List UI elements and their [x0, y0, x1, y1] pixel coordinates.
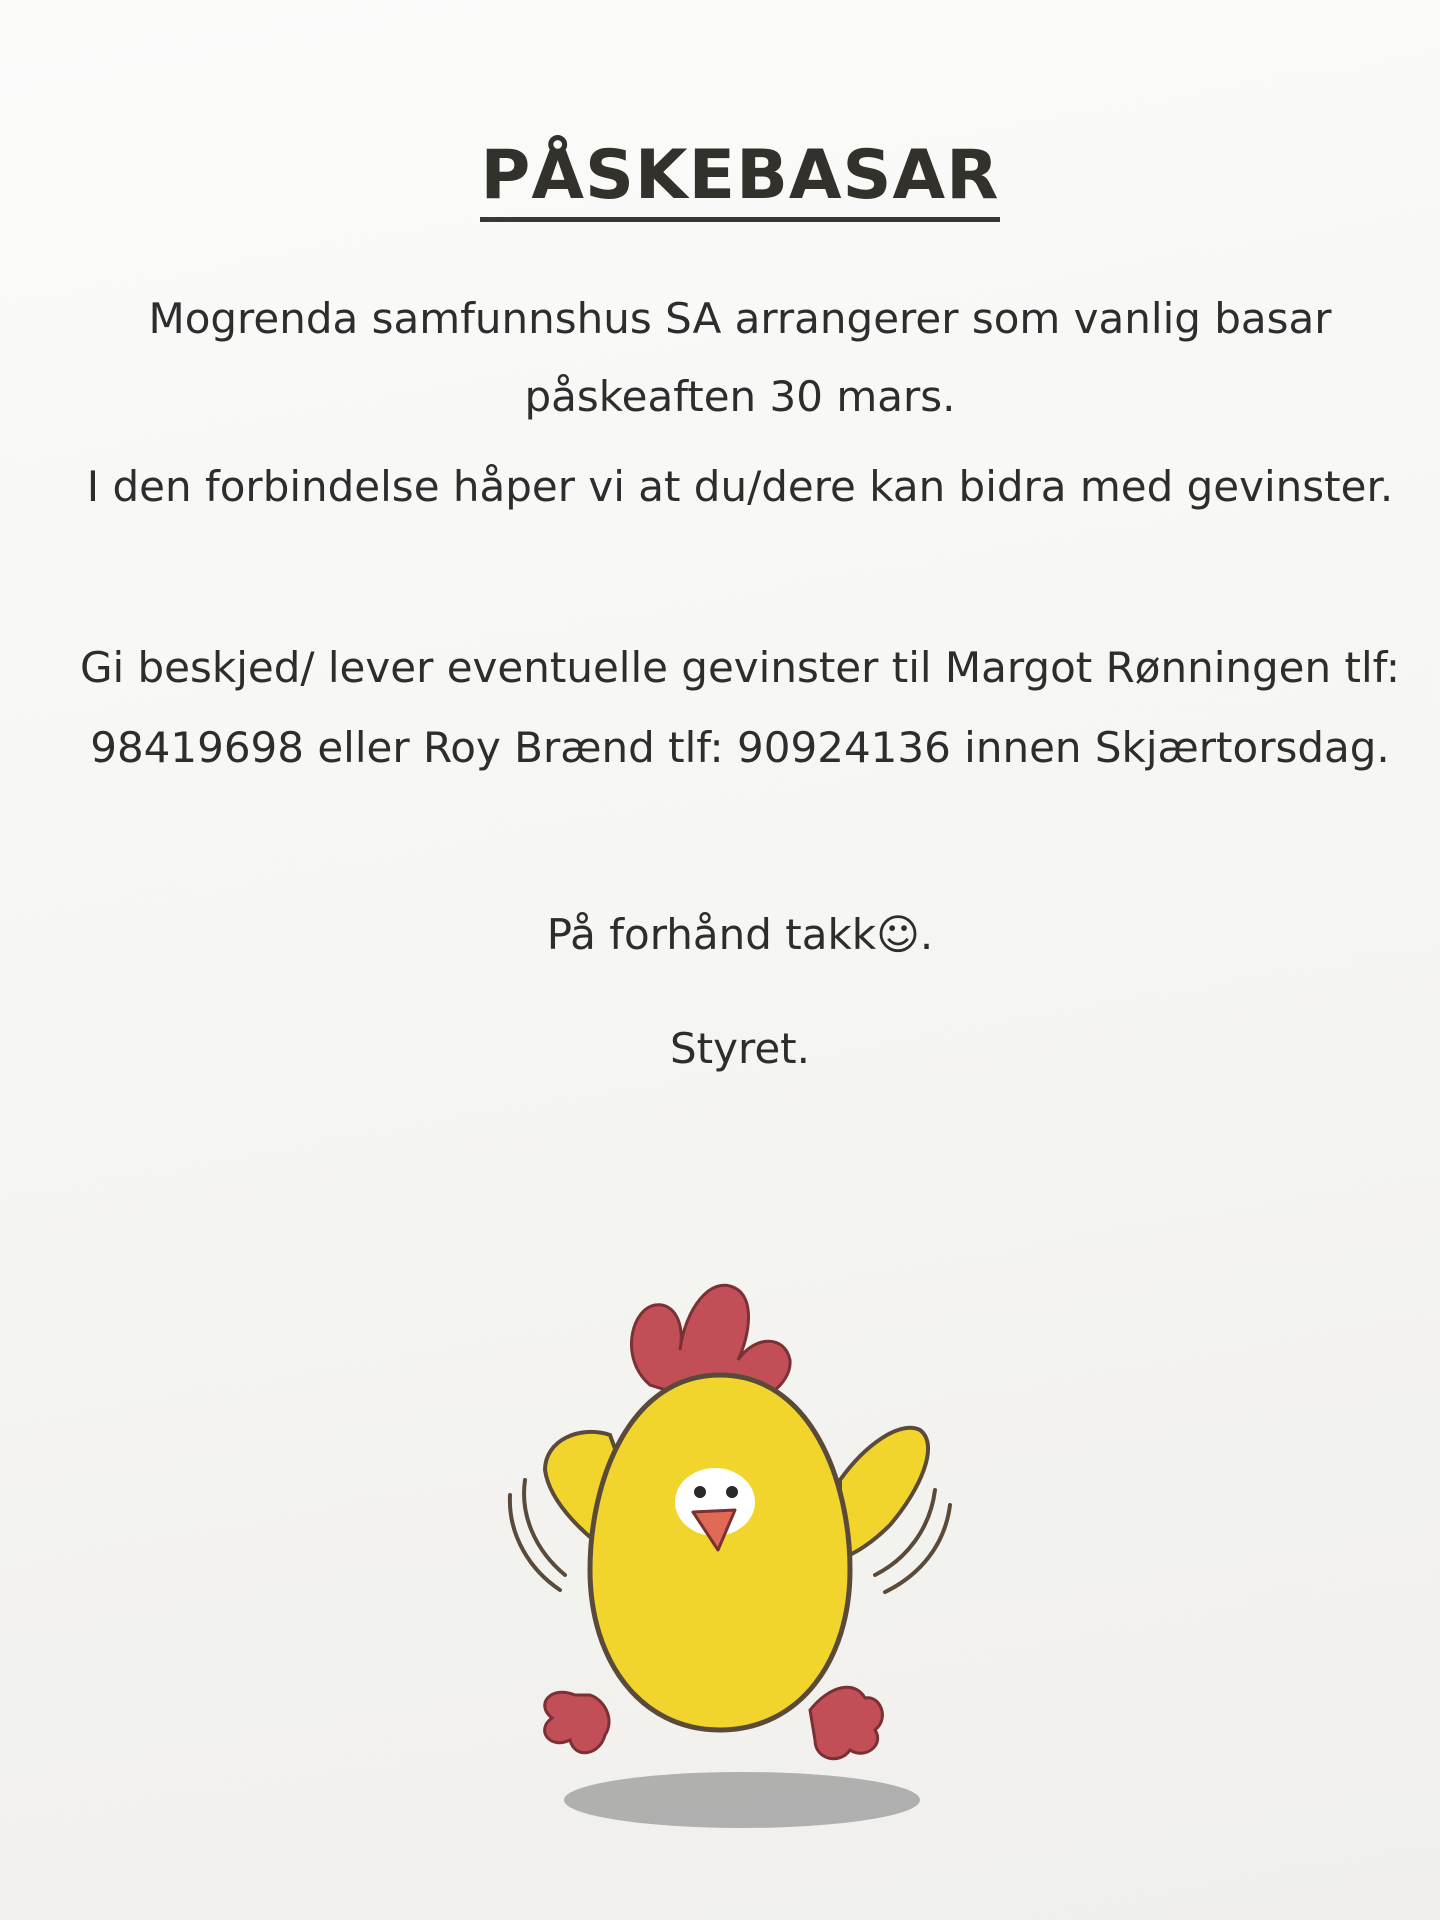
request-paragraph: I den forbindelse håper vi at du/dere kan bidra med gevinster. — [86, 462, 1394, 511]
contact-paragraph: Gi beskjed/ lever eventuelle gevinster til Margot Rønningen tlf: 98419698 eller Roy Brænd tlf: 90924136 innen Skjærtorsdag. — [79, 643, 1401, 772]
chick-shadow — [564, 1772, 920, 1828]
poster-title-text: PÅSKEBASAR — [480, 136, 999, 222]
chick-right-foot — [810, 1687, 882, 1758]
intro-paragraph: Mogrenda samfunnshus SA arrangerer som vanlig basar påskeaften 30 mars. — [148, 294, 1332, 421]
signature-line: Styret. — [670, 1024, 810, 1073]
chick-icon — [480, 1240, 960, 1840]
chick-body — [590, 1375, 850, 1730]
chick-left-foot — [545, 1692, 609, 1752]
chick-left-eye — [694, 1486, 706, 1498]
chick-right-eye — [726, 1486, 738, 1498]
thanks-line: På forhånd takk☺. — [546, 910, 934, 959]
poster-title — [0, 136, 1440, 215]
